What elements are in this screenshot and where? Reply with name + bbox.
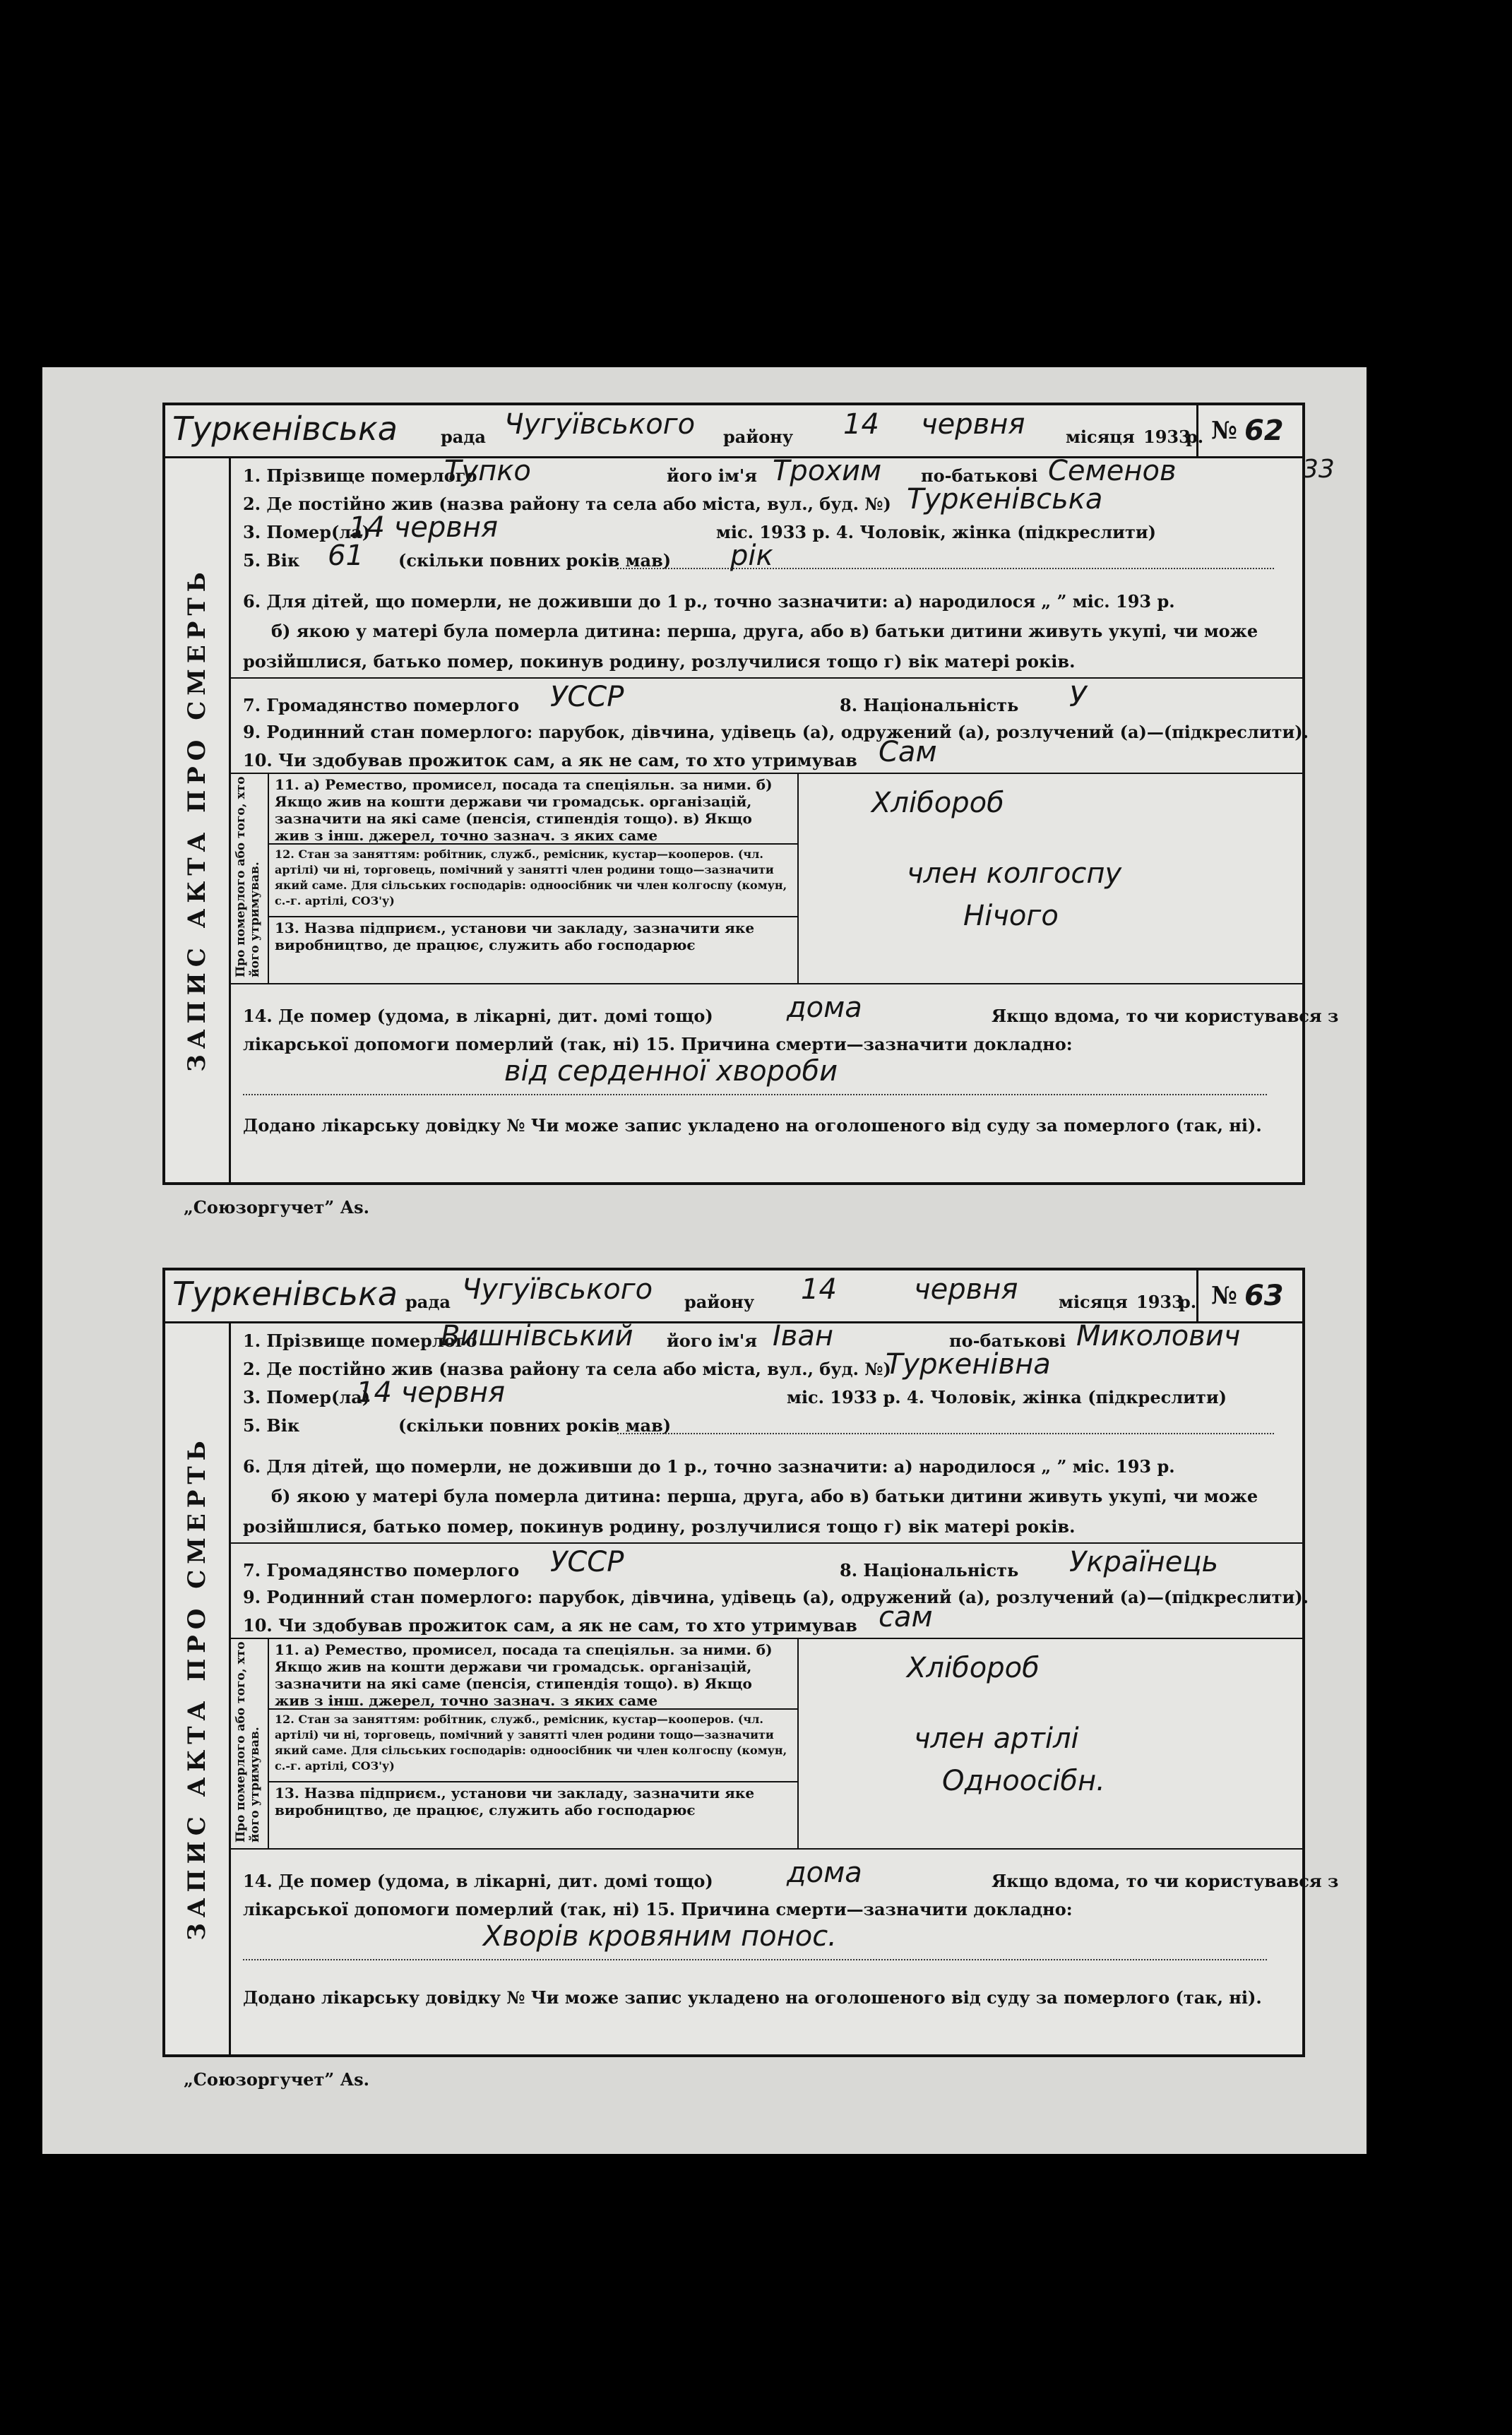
occupation-value: Хлібороб [871, 787, 1004, 819]
surname-label: 1. Прізвище померлого [243, 465, 477, 486]
child-line-b: б) якою у матері була померла дитина: перша, друга, або в) батьки дитини живуть укупі, чи може [271, 621, 1258, 641]
certificate-line: Додано лікарську довідку № Чи може запис укладено на оголошеного від суду за померлого (так, ні). [243, 1987, 1262, 2008]
occupation-bottom-border [229, 1848, 1302, 1850]
child-line-a: 6. Для дітей, що померли, не доживши до 1 р., точно зазначити: а) народилося „ ” міс. 193 р. [243, 1456, 1175, 1477]
side-title-column [165, 456, 231, 1182]
district-label: району [723, 427, 794, 447]
record-number-box [1196, 405, 1302, 456]
record-number: 63 [1244, 1280, 1284, 1312]
occupation-top-border [229, 1638, 1302, 1639]
death-record-form-2 [162, 1268, 1339, 2057]
death-place-tail: Якщо вдома, то чи користувався з [992, 1871, 1339, 1891]
residence-value: Туркенівська [907, 483, 1103, 516]
record-number: 62 [1244, 415, 1284, 447]
supporter-label: 10. Чи здобував прожиток сам, а як не сам, то хто утримував [243, 750, 857, 770]
dotted-line [243, 1094, 1267, 1095]
cause-value: Хворів кровяним понос. [483, 1920, 837, 1953]
year-value: 1933 [1143, 427, 1191, 447]
surname-value: Вишнівський [441, 1320, 633, 1352]
form-header [165, 405, 1302, 458]
status-value-1: член колгоспу [907, 857, 1122, 890]
patronymic-value: Миколович [1076, 1320, 1241, 1352]
patronymic-label: по-батькові [921, 465, 1038, 486]
separator [229, 1542, 1302, 1544]
marital-line: 9. Родинний стан померлого: парубок, дівчина, удівець (а), одружений (а), розлучений (а)—(підкреслити). [243, 722, 1309, 742]
nationality-label: 8. Національність [840, 1560, 1019, 1580]
citizenship-value: УССР [550, 681, 624, 713]
occupation-side-border [268, 1638, 269, 1848]
death-date-label: 3. Помер(ла) [243, 1387, 371, 1407]
death-place-label: 14. Де помер (удома, в лікарні, дит. домі тощо) [243, 1006, 713, 1026]
separator [268, 916, 797, 917]
side-title: ЗАПИС АКТА ПРО СМЕРТЬ [183, 1435, 211, 1941]
year-label: р. [1186, 427, 1204, 447]
marital-line: 9. Родинний стан померлого: парубок, дівчина, удівець (а), одружений (а), розлучений (а)—(підкреслити). [243, 1587, 1309, 1607]
occupation-value: Хлібороб [907, 1652, 1040, 1684]
district-value: Чугуївського [462, 1273, 653, 1306]
child-line-b: б) якою у матері була померла дитина: перша, друга, або в) батьки дитини живуть укупі, чи може [271, 1486, 1258, 1506]
day-value: 14 [801, 1273, 837, 1306]
occupation-side-label: Про померлого або того, хто його утримував. [234, 776, 262, 977]
district-value: Чугуївського [504, 408, 696, 441]
year-value: 1933 [1136, 1292, 1184, 1312]
margin-note: 33 [1302, 455, 1335, 484]
occupation-side-label: Про померлого або того, хто його утримував. [234, 1641, 262, 1842]
death-line-tail: міс. 1933 р. 4. Чоловік, жінка (підкреслити) [787, 1387, 1227, 1407]
occupation-question: 11. а) Ремество, промисел, посада та спеціяльн. за ними. б) Якщо жив на кошти держави чи громадськ. організацій, зазначити на які саме (пенсія, стипендія тощо). в) Якщо жив з інш. джерел, точно зазнач. з яких саме [275, 1641, 773, 1709]
dotted-line [617, 568, 1274, 569]
nationality-label: 8. Національність [840, 695, 1019, 715]
separator [268, 1781, 797, 1782]
occupation-middle-border [797, 773, 799, 983]
certificate-line: Додано лікарську довідку № Чи може запис укладено на оголошеного від суду за померлого (так, ні). [243, 1115, 1262, 1136]
council-value: Туркенівська [172, 410, 398, 448]
side-title-column [165, 1321, 231, 2054]
child-line-c: розійшлися, батько помер, покинув родину, розлучилися тощо г) вік матері років. [243, 1516, 1076, 1537]
age-label: 5. Вік [243, 550, 300, 571]
district-label: району [684, 1292, 755, 1312]
child-line-c: розійшлися, батько помер, покинув родину, розлучилися тощо г) вік матері років. [243, 651, 1076, 672]
name-value: Трохим [773, 455, 882, 487]
citizenship-label: 7. Громадянство померлого [243, 695, 520, 715]
supporter-value: сам [879, 1601, 933, 1633]
death-place-label: 14. Де помер (удома, в лікарні, дит. домі тощо) [243, 1871, 713, 1891]
patronymic-label: по-батькові [949, 1330, 1066, 1351]
age-value: 61 [328, 540, 364, 572]
age-words: рік [730, 540, 773, 572]
form-header [165, 1270, 1302, 1323]
supporter-label: 10. Чи здобував прожиток сам, а як не сам, то хто утримував [243, 1615, 857, 1636]
death-place-tail: Якщо вдома, то чи користувався з [992, 1006, 1339, 1026]
occupation-side-border [268, 773, 269, 983]
name-value: Іван [773, 1320, 834, 1352]
occupation-question: 11. а) Ремество, промисел, посада та спеціяльн. за ними. б) Якщо жив на кошти держави чи громадськ. організацій, зазначити на які саме (пенсія, стипендія тощо). в) Якщо жив з інш. джерел, точно зазнач. з яких саме [275, 776, 773, 844]
council-label: рада [441, 427, 486, 447]
child-line-a: 6. Для дітей, що померли, не доживши до 1 р., точно зазначити: а) народилося „ ” міс. 193 р. [243, 591, 1175, 612]
age-hint: (скільки повних років мав) [398, 550, 672, 571]
occupation-bottom-border [229, 983, 1302, 984]
patronymic-value: Семенов [1048, 455, 1177, 487]
death-date-label: 3. Помер(ла) [243, 522, 371, 542]
cause-value: від серденної хвороби [504, 1055, 838, 1088]
separator [229, 677, 1302, 679]
workplace-question: 13. Назва підприєм., установи чи закладу, зазначити яке виробництво, де працює, служить або господарює [275, 1785, 755, 1818]
month-label: місяця [1059, 1292, 1128, 1312]
residence-label: 2. Де постійно жив (назва району та села або міста, вул., буд. №) [243, 1359, 891, 1379]
cause-label: лікарської допомоги померлий (так, ні) 15. Причина смерти—зазначити докладно: [243, 1899, 1073, 1919]
printer-mark: „Союзоргучет” Аѕ. [184, 1197, 369, 1218]
number-label: № [1211, 1282, 1237, 1310]
month-label: місяця [1066, 427, 1135, 447]
cause-label: лікарської допомоги померлий (так, ні) 15. Причина смерти—зазначити докладно: [243, 1034, 1073, 1054]
workplace-question: 13. Назва підприєм., установи чи закладу, зазначити яке виробництво, де працює, служить або господарює [275, 919, 755, 953]
citizenship-value: УССР [550, 1546, 624, 1578]
citizenship-label: 7. Громадянство померлого [243, 1560, 520, 1580]
death-record-form-1 [162, 403, 1339, 1185]
number-label: № [1211, 417, 1237, 445]
status-question: 12. Стан за заняттям: робітник, служб., ремісник, кустар—кооперов. (чл. артілі) чи ні, торговець, помічний у занятті член родини тощо—зазначити який саме. Для сільських господарів: одноосібник чи член колгоспу (комун, с.-г. артілі, СОЗ'у) [275, 1713, 787, 1773]
surname-value: Тупко [444, 455, 531, 487]
age-hint: (скільки повних років мав) [398, 1415, 672, 1436]
death-date-value: 14 червня [356, 1376, 506, 1409]
residence-label: 2. Де постійно жив (назва району та села або міста, вул., буд. №) [243, 494, 891, 514]
nationality-value: У [1069, 681, 1087, 713]
month-value: червня [914, 1273, 1018, 1306]
month-value: червня [921, 408, 1025, 441]
dotted-line [243, 1959, 1267, 1960]
name-label: його ім'я [667, 1330, 757, 1351]
status-value-1: член артілі [914, 1722, 1079, 1755]
death-line-tail: міс. 1933 р. 4. Чоловік, жінка (підкреслити) [716, 522, 1156, 542]
death-place-value: дома [787, 992, 862, 1024]
day-value: 14 [843, 408, 879, 441]
status-value-2: Одноосібн. [942, 1765, 1105, 1797]
surname-label: 1. Прізвище померлого [243, 1330, 477, 1351]
death-date-value: 14 червня [349, 511, 499, 544]
dotted-line [617, 1433, 1274, 1434]
status-value-2: Нічого [963, 900, 1059, 932]
age-label: 5. Вік [243, 1415, 300, 1436]
record-number-box [1196, 1270, 1302, 1321]
paper-sheet [42, 367, 1367, 2154]
council-label: рада [405, 1292, 451, 1312]
death-place-value: дома [787, 1857, 862, 1889]
occupation-top-border [229, 773, 1302, 774]
occupation-middle-border [797, 1638, 799, 1848]
nationality-value: Українець [1069, 1546, 1219, 1578]
residence-value: Туркенівна [886, 1348, 1051, 1381]
status-question: 12. Стан за заняттям: робітник, служб., ремісник, кустар—кооперов. (чл. артілі) чи ні, торговець, помічний у занятті член родини тощо—зазначити який саме. Для сільських господарів: одноосібник чи член колгоспу (комун, с.-г. артілі, СОЗ'у) [275, 847, 787, 907]
side-title: ЗАПИС АКТА ПРО СМЕРТЬ [183, 566, 211, 1072]
council-value: Туркенівська [172, 1275, 398, 1313]
name-label: його ім'я [667, 465, 757, 486]
supporter-value: Сам [879, 736, 937, 768]
year-label: р. [1179, 1292, 1197, 1312]
printer-mark: „Союзоргучет” Аѕ. [184, 2069, 369, 2090]
